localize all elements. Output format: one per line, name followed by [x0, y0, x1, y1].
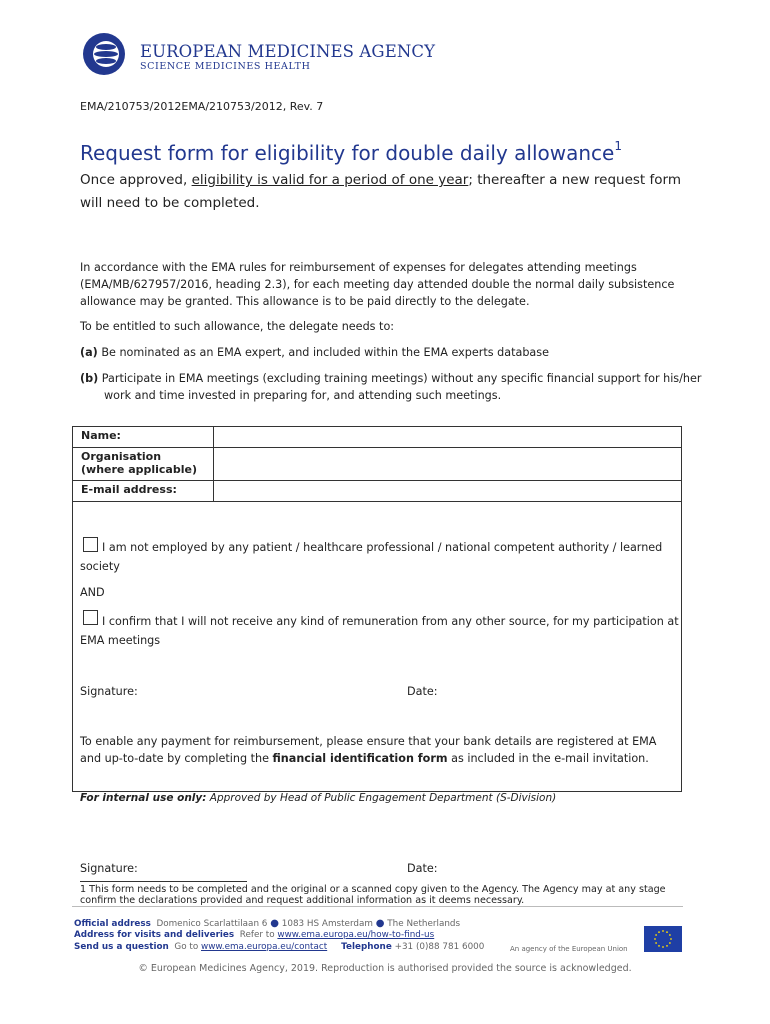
table-row: [73, 481, 682, 502]
contact-link[interactable]: www.ema.europa.eu/contact: [201, 942, 328, 952]
condition-b: (b) Participate in EMA meetings (excluding training meetings) without any specific financial support for his/her work and time invested in preparing for, and attending such meetings.: [80, 372, 702, 402]
title-footnote-marker: 1: [614, 139, 622, 154]
internal-use-note: For internal use only: Approved by Head of Public Engagement Department (S-Division): [80, 792, 557, 804]
footer-divider: [72, 906, 683, 907]
email-label: E-mail address:: [73, 481, 214, 502]
signature-label: Signature:: [80, 685, 138, 698]
eu-flag-icon: [644, 926, 682, 952]
footnote-divider: [80, 881, 247, 882]
declaration-no-remuneration: I confirm that I will not receive any kind of remuneration from any other source, for my participation at EMA meetings: [80, 615, 679, 647]
ema-logo-icon: [82, 32, 132, 76]
condition-a: (a) Be nominated as an EMA expert, and included within the EMA experts database: [80, 346, 549, 359]
visits-address-line: Address for visits and deliveries Refer to www.ema.europa.eu/how-to-find-us: [74, 930, 435, 940]
organisation-field[interactable]: [214, 448, 682, 481]
name-label: Name:: [73, 427, 214, 448]
copyright-notice: © European Medicines Agency, 2019. Reproduction is authorised provided the source is acknowledged.: [138, 963, 632, 974]
page-title: Request form for eligibility for double daily allowance$^1$: [80, 139, 622, 165]
document-reference: EMA/210753/2012EMA/210753/2012, Rev. 7: [80, 100, 324, 113]
name-field[interactable]: [214, 427, 682, 448]
date-label: Date:: [407, 685, 438, 698]
financial-identification-form-link: financial identification form: [272, 752, 448, 765]
internal-signature-label: Signature:: [80, 862, 138, 875]
find-us-link[interactable]: www.ema.europa.eu/how-to-find-us: [277, 930, 435, 940]
table-row: [73, 427, 682, 448]
organisation-label: Organisation (where applicable): [73, 448, 214, 481]
email-field[interactable]: [214, 481, 682, 502]
intro-paragraph: In accordance with the EMA rules for reimbursement of expenses for delegates attending meetings (EMA/MB/627957/2016, heading 2.3), for each meeting day attended double the normal daily subsistence allowance may be granted. This allowance is to be paid directly to the delegate.: [80, 261, 675, 308]
and-text: AND: [80, 586, 105, 599]
bullet-icon: ●: [375, 918, 385, 929]
official-address-line: Official address Domenico Scarlattilaan 6 ● 1083 HS Amsterdam ● The Netherlands: [74, 918, 461, 929]
payment-note: To enable any payment for reimbursement, please ensure that your bank details are registered at EMA and up-to-date by completing the financial identification form as included in the e-mail invitation.: [80, 735, 657, 765]
agency-name: EUROPEAN MEDICINES AGENCY: [140, 42, 436, 61]
delegate-info-table: [72, 426, 682, 502]
contact-line: Send us a question Go to www.ema.europa.eu/contact Telephone +31 (0)88 781 6000: [74, 942, 485, 952]
internal-date-label: Date:: [407, 862, 438, 875]
validity-note: Once approved, eligibility is valid for a period of one year; thereafter a new request form will need to be completed.: [80, 172, 681, 211]
agency-tagline: SCIENCE MEDICINES HEALTH: [140, 61, 311, 72]
eu-agency-label: An agency of the European Union: [510, 945, 628, 953]
footnote: 1 This form needs to be completed and the original or a scanned copy given to the Agency. The Agency may at any stage confirm the declarations provided and request additional information as it deems necessary.: [80, 884, 666, 906]
entitled-intro: To be entitled to such allowance, the delegate needs to:: [80, 320, 395, 333]
table-row: [73, 448, 682, 481]
declaration-not-employed: I am not employed by any patient / healthcare professional / national competent authority / learned society: [80, 541, 663, 573]
bullet-icon: ●: [270, 918, 279, 929]
